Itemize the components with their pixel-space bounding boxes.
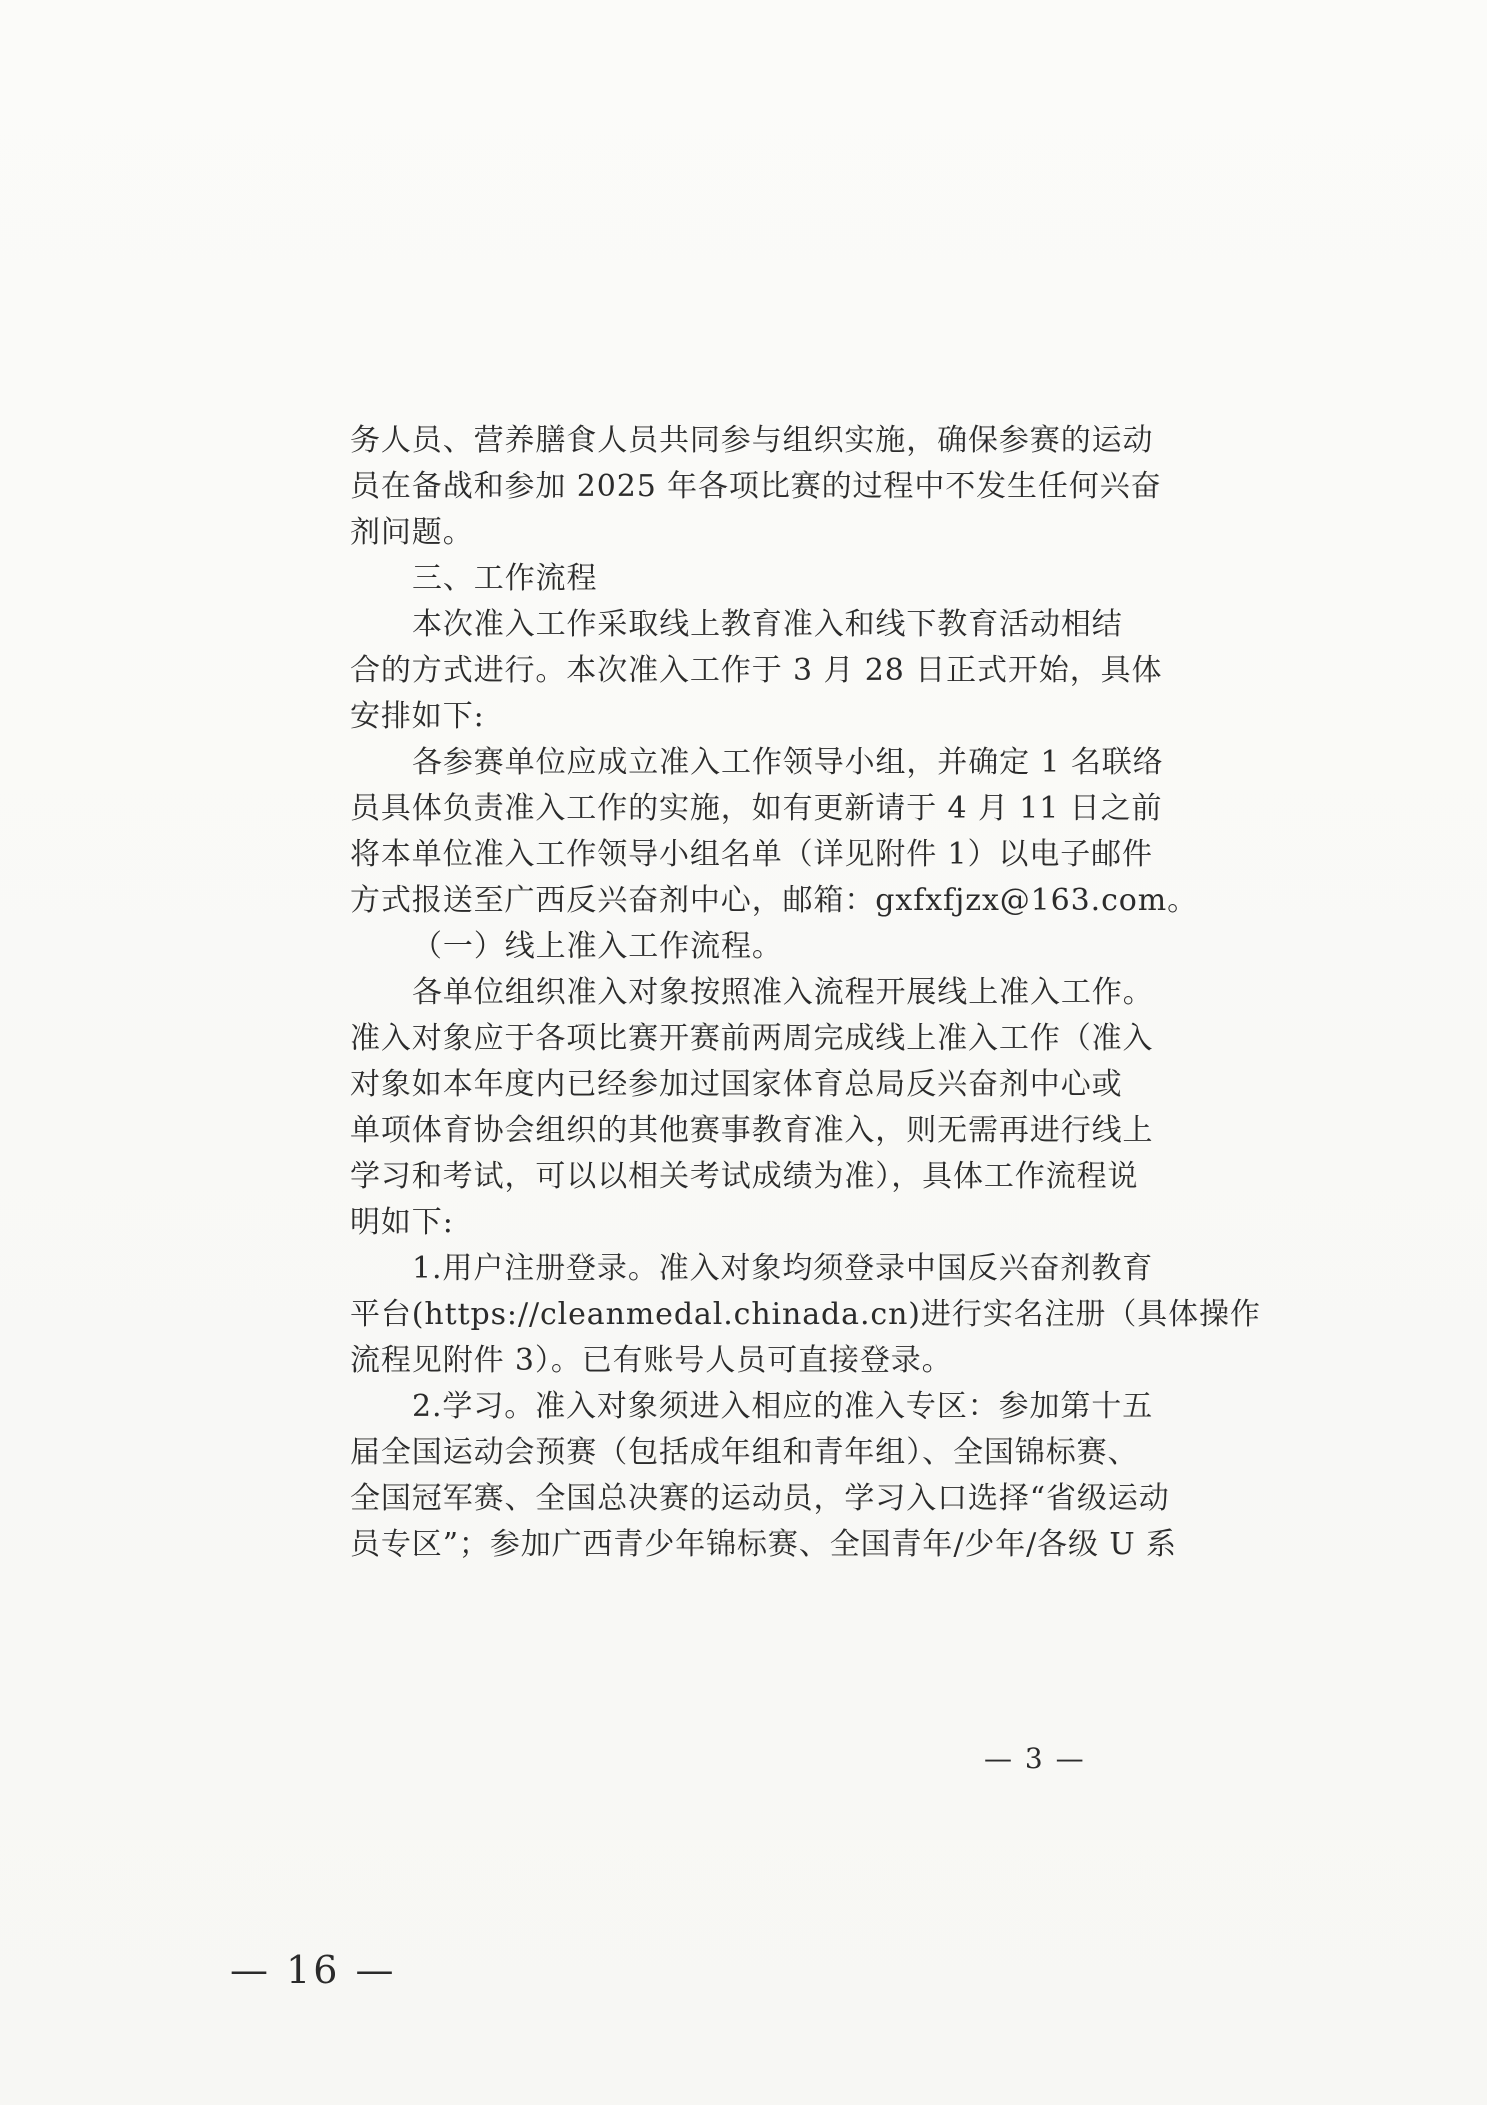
paragraph-continuation (350, 418, 1162, 556)
text-line: 2.学习。准入对象须进入相应的准入专区：参加第十五 (412, 1389, 1154, 1424)
paragraph-registration (350, 1246, 1261, 1384)
text-line: 员在备战和参加 2025 年各项比赛的过程中不发生任何兴奋 (350, 469, 1162, 504)
text-line: 明如下: (350, 1205, 454, 1240)
footer-page-number: — 16 — (230, 1948, 397, 1992)
text-line: 单项体育协会组织的其他赛事教育准入，则无需再进行线上 (350, 1113, 1154, 1148)
subsection-title: （一）线上准入工作流程。 (412, 929, 783, 964)
text-line: 对象如本年度内已经参加过国家体育总局反兴奋剂中心或 (350, 1067, 1123, 1102)
document-body (350, 418, 1261, 1568)
text-line: 剂问题。 (350, 515, 474, 550)
text-line: 将本单位准入工作领导小组名单（详见附件 1）以电子邮件 (350, 837, 1153, 872)
text-line: 学习和考试，可以以相关考试成绩为准），具体工作流程说 (350, 1159, 1139, 1194)
section-heading (350, 556, 1110, 602)
section-title: 三、工作流程 (412, 561, 598, 596)
paragraph-study (350, 1384, 1177, 1568)
text-line: 安排如下: (350, 699, 485, 734)
subsection-heading (350, 924, 1110, 970)
text-line: 1.用户注册登录。准入对象均须登录中国反兴奋剂教育 (412, 1251, 1154, 1286)
text-line: 平台(https://cleanmedal.chinada.cn)进行实名注册（具体操作 (350, 1297, 1261, 1332)
paragraph-leadership-group (350, 740, 1198, 924)
text-line: 届全国运动会预赛（包括成年组和青年组）、全国锦标赛、 (350, 1435, 1139, 1470)
text-line: 方式报送至广西反兴奋剂中心，邮箱：gxfxfjzx@163.com。 (350, 883, 1198, 918)
text-line: 各单位组织准入对象按照准入流程开展线上准入工作。 (412, 975, 1154, 1010)
text-line: 流程见附件 3）。已有账号人员可直接登录。 (350, 1343, 953, 1378)
paragraph-process-intro (350, 602, 1163, 740)
text-line: 全国冠军赛、全国总决赛的运动员，学习入口选择“省级运动 (350, 1481, 1170, 1516)
text-line: 各参赛单位应成立准入工作领导小组，并确定 1 名联络 (412, 745, 1164, 780)
text-line: 员专区”；参加广西青少年锦标赛、全国青年/少年/各级 U 系 (350, 1527, 1177, 1562)
paragraph-online-access (350, 970, 1154, 1246)
text-line: 务人员、营养膳食人员共同参与组织实施，确保参赛的运动 (350, 423, 1154, 458)
text-line: 准入对象应于各项比赛开赛前两周完成线上准入工作（准入 (350, 1021, 1154, 1056)
text-line: 员具体负责准入工作的实施，如有更新请于 4 月 11 日之前 (350, 791, 1163, 826)
text-line: 合的方式进行。本次准入工作于 3 月 28 日正式开始，具体 (350, 653, 1163, 688)
page-number: — 3 — (984, 1742, 1086, 1775)
text-line: 本次准入工作采取线上教育准入和线下教育活动相结 (412, 607, 1123, 642)
